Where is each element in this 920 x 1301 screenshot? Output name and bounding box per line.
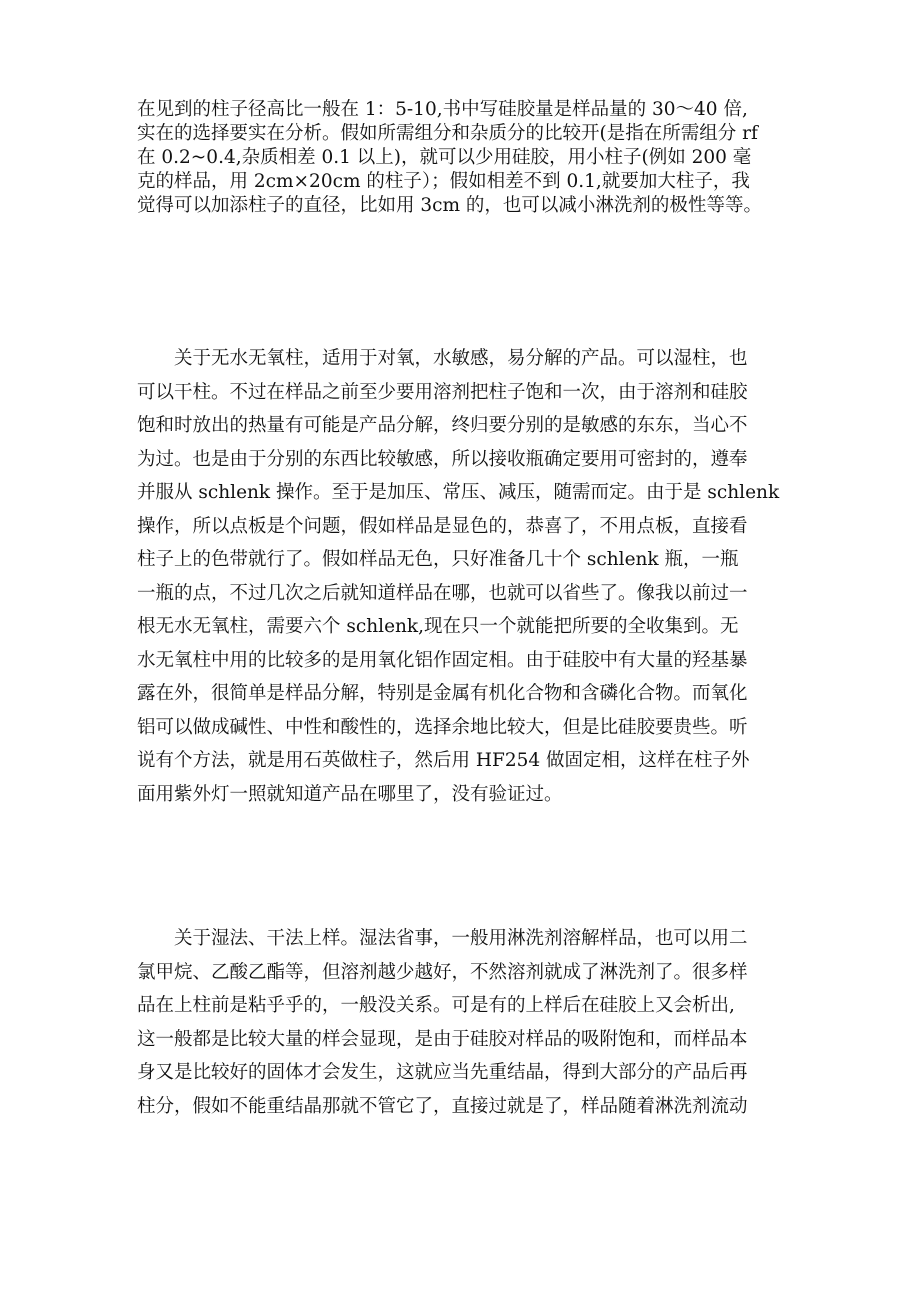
text-line: 关于湿法、干法上样。湿法省事，一般用淋洗剂溶解样品，也可以用二 <box>174 928 748 949</box>
text-line: 柱分，假如不能重结晶那就不管它了，直接过就是了，样品随着淋洗剂流动 <box>137 1095 748 1117</box>
text-line: 在见到的柱子径高比一般在 1：5-10,书中写硅胶量是样品量的 30～40 倍, <box>137 99 748 120</box>
text-line: 根无水无氧柱，需要六个 schlenk,现在只一个就能把所要的全收集到。无 <box>137 616 739 637</box>
text-line: 身又是比较好的固体才会发生，这就应当先重结晶，得到大部分的产品后再 <box>137 1062 748 1083</box>
text-line: 关于无水无氧柱，适用于对氧，水敏感，易分解的产品。可以湿柱，也 <box>174 348 748 369</box>
text-line: 露在外，很简单是样品分解，特别是金属有机化合物和含磷化合物。而氧化 <box>137 683 748 704</box>
text-line: 柱子上的色带就行了。假如样品无色，只好准备几十个 schlenk 瓶，一瓶 <box>137 549 739 570</box>
text-line: 觉得可以加添柱子的直径，比如用 3cm 的，也可以减小淋洗剂的极性等等。 <box>137 195 762 216</box>
text-line: 一瓶的点，不过几次之后就知道样品在哪，也就可以省些了。像我以前过一 <box>137 582 748 604</box>
text-line: 水无氧柱中用的比较多的是用氧化铝作固定相。由于硅胶中有大量的羟基暴 <box>137 649 748 671</box>
text-line: 克的样品，用 2cm×20cm 的柱子）；假如相差不到 0.1,就要加大柱子，我 <box>137 171 750 192</box>
text-line: 说有个方法，就是用石英做柱子，然后用 HF254 做固定相，这样在柱子外 <box>137 750 750 771</box>
text-line: 饱和时放出的热量有可能是产品分解，终归要分别的是敏感的东东，当心不 <box>137 415 748 436</box>
paragraph-wet-dry-loading <box>137 922 797 1123</box>
paragraph-anhydrous-anaerobic-column <box>137 342 797 811</box>
text-line: 铝可以做成碱性、中性和酸性的，选择余地比较大，但是比硅胶要贵些。听 <box>137 716 748 738</box>
text-line: 氯甲烷、乙酸乙酯等，但溶剂越少越好，不然溶剂就成了淋洗剂了。很多样 <box>137 961 748 983</box>
text-line: 操作，所以点板是个问题，假如样品是显色的，恭喜了，不用点板，直接看 <box>137 515 748 537</box>
text-line: 面用紫外灯一照就知道产品在哪里了，没有验证过。 <box>137 783 563 805</box>
text-line: 为过。也是由于分别的东西比较敏感，所以接收瓶确定要用可密封的，遵奉 <box>137 448 748 470</box>
text-line: 这一般都是比较大量的样会显现，是由于硅胶对样品的吸附饱和，而样品本 <box>137 1028 748 1050</box>
text-line: 并服从 schlenk 操作。至于是加压、常压、减压，随需而定。由于是 schlenk <box>137 482 780 503</box>
text-line: 实在的选择要实在分析。假如所需组分和杂质分的比较开(是指在所需组分 rf <box>137 123 758 144</box>
text-line: 可以干柱。不过在样品之前至少要用溶剂把柱子饱和一次，由于溶剂和硅胶 <box>137 381 748 403</box>
paragraph-column-size-guidance <box>137 98 797 218</box>
text-line: 品在上柱前是粘乎乎的，一般没关系。可是有的上样后在硅胶上又会析出, <box>137 995 735 1016</box>
text-line: 在 0.2~0.4,杂质相差 0.1 以上)，就可以少用硅胶，用小柱子(例如 200 毫 <box>137 147 752 168</box>
